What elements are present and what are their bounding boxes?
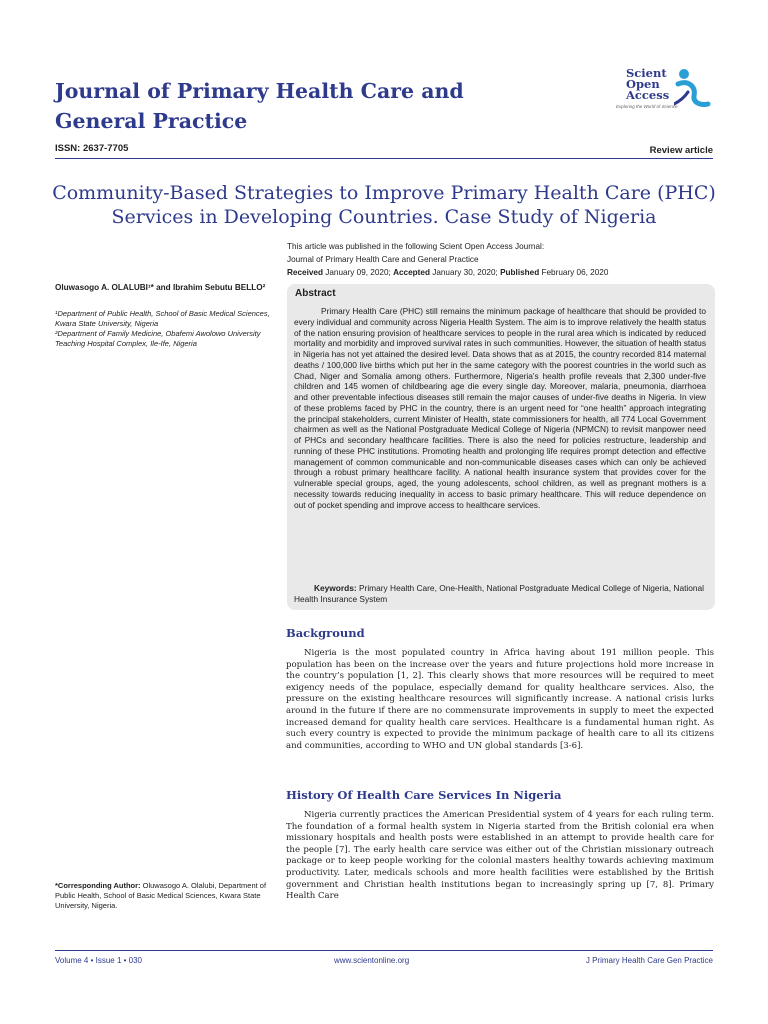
background-heading: Background bbox=[286, 626, 365, 640]
article-type: Review article bbox=[649, 145, 713, 156]
issn: ISSN: 2637-7705 bbox=[55, 143, 129, 154]
abstract-text: Primary Health Care (PHC) still remains the minimum package of healthcare that should be provided to every individual and community across Nigeria Health System. The aim is to improve relatively the health status of the nation ensuring provision of healthcare services to people in the rural area which is indicated by reduced mortality and morbidity and improved survival rates in such communities. However, the situation of health status in Nigeria has not yet attained the desired level. Data shows that as at 2015, the country recorded 814 maternal deaths / 100,000 live births which put her in the same category with the poorest countries in the world such as Chad, Niger and Somalia among others. Furthermore, Nigeria's health profile reveals that 2,300 under-five children and 145 women of childbearing age die every single day. Moreover, malaria, pneumonia, diarrhoea and other preventable infectious diseases still remain the major causes of under-five deaths in Nigeria. In view of these problems faced by PHC in the country, there is an urgent need for “one health” approach integrating the principal stakeholders, current Minister of Health, state commissioners for health, all 774 Local Government chairmen as well as the National Postgraduate Medical College of Nigeria (NPMCN) to revisit manpower need of PHCs and secondary healthcare facilities. There is also the need for policies restructure, leadership and running of these PHC institutions. Promoting health and prolonging life requires prompt detection and effective management of common communicable and non-communicable diseases cases which can only be achieved through a robust primary healthcare facility. A national health insurance system that provides cover for the vulnerable special groups, aged, the young adolescents, school children, as well as pregnant mothers is a necessity towards reducing inequality in access to basic primary healthcare. This will reduce dependence on out of pocket spending and improve access to healthcare services. bbox=[294, 306, 706, 510]
corresponding-label: *Corresponding Author: bbox=[55, 881, 141, 890]
pub-dates: Received January 09, 2020; Accepted January 30, 2020; Published February 06, 2020 bbox=[287, 268, 609, 277]
authors: Oluwasogo A. OLALUBI¹* and Ibrahim Sebutu BELLO² bbox=[55, 283, 266, 292]
history-text: Nigeria currently practices the American Presidential system of 4 years for each ruling term. The foundation of a formal health system in Nigeria started from the British colonial era when missionary hospitals and health posts were established in an attempt to provide health care for the people [7]. The early health care service was either out of the Christian missionary outreach package or to keep people working for the colonial masters healthy towards achieving maximum productivity. Later, medicals schools and more health facilities were established by the British government and Christian health institutions began to increasingly spring up [7, 8]. Primary Health Care bbox=[286, 810, 714, 902]
footer-volume: Volume 4 • Issue 1 • 030 bbox=[55, 956, 142, 965]
article-title: Community-Based Strategies to Improve Primary Health Care (PHC) Services in Developing Countries. Case Study of Nigeria bbox=[52, 182, 716, 228]
affiliation-2: ²Department of Family Medicine, Obafemi Awolowo University Teaching Hospital Complex, Ile-Ife, Nigeria bbox=[55, 329, 261, 348]
corresponding-text: Oluwasogo A. Olalubi, Department of Public Health, School of Basic Medical Sciences, Kwara State University, Nigeria. bbox=[55, 881, 267, 910]
pub-line-2: Journal of Primary Health Care and General Practice bbox=[287, 255, 479, 264]
header-divider bbox=[55, 158, 713, 159]
pub-line-1: This article was published in the following Scient Open Access Journal: bbox=[287, 242, 545, 251]
keywords bbox=[294, 583, 706, 605]
abstract-box bbox=[287, 284, 715, 610]
logo-wordmark: Scient Open Access bbox=[626, 66, 670, 102]
corresponding-author bbox=[55, 881, 270, 911]
journal-title: Journal of Primary Health Care and General Practice bbox=[55, 79, 464, 133]
publisher-logo bbox=[600, 66, 720, 114]
footer-website[interactable]: www.scientonline.org bbox=[334, 956, 410, 965]
publication-info bbox=[287, 240, 717, 279]
background-text: Nigeria is the most populated country in Africa having about 191 million people. This population has been on the increase over the years and future projections hold more increase in the country’s population [1, 2]. This clearly shows that more resources will be required to meet exigency needs of the populace, especially demand for quality healthcare services. Also, the pressure on the existing healthcare resources will significantly increase. A national crisis lurks around in the future if there are no commensurate improvements in supply to meet the expected increased demand for quality health care services. Healthcare is a fundamental human right. As such every country is expected to provide the minimum package of health care to all its citizens and communities, according to WHO and UN global standards [3-6]. bbox=[286, 648, 714, 751]
logo-tagline: Exploring the World of Science bbox=[616, 104, 678, 109]
keywords-label: Keywords: bbox=[314, 583, 357, 593]
keywords-text: Primary Health Care, One-Health, National Postgraduate Medical College of Nigeria, National Health Insurance System bbox=[294, 583, 705, 604]
affiliations bbox=[55, 309, 273, 349]
affiliation-1: ¹Department of Public Health, School of Basic Medical Sciences, Kwara State University, Nigeria bbox=[55, 309, 270, 328]
history-heading: History Of Health Care Services In Nigeria bbox=[286, 788, 562, 802]
footer-journal-abbrev: J Primary Health Care Gen Practice bbox=[585, 956, 713, 965]
figure-swoosh-icon bbox=[674, 66, 718, 110]
footer-divider bbox=[55, 950, 713, 951]
abstract-heading: Abstract bbox=[295, 288, 336, 299]
